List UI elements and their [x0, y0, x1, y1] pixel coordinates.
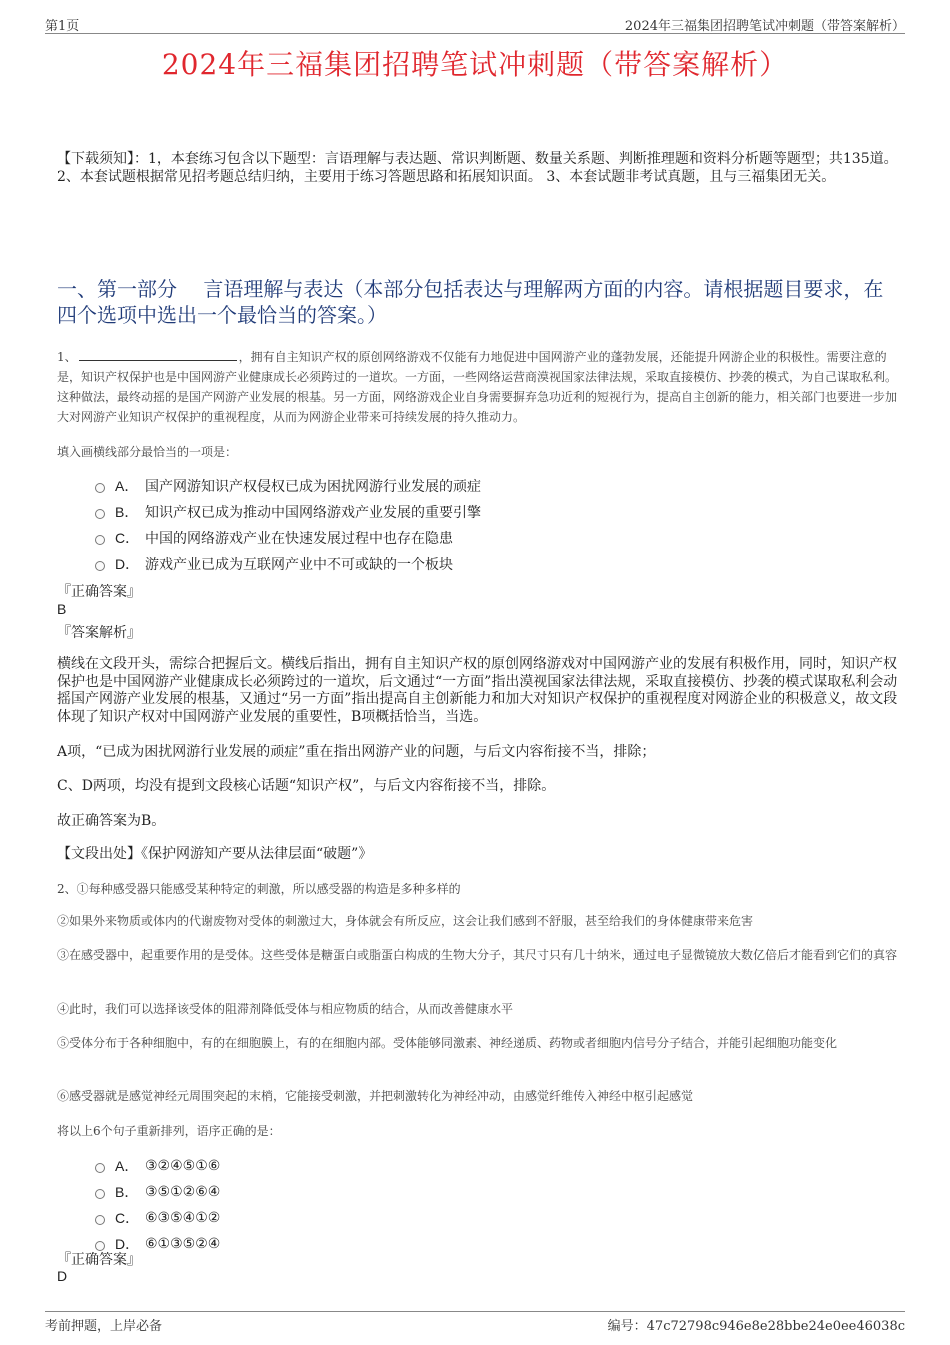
option-text: ③②④⑤①⑥ [145, 1158, 221, 1174]
q1-option-b[interactable] [95, 501, 481, 523]
q1-option-c[interactable] [95, 527, 453, 549]
option-letter: C． [115, 530, 140, 546]
option-letter: C． [115, 1210, 140, 1226]
option-text: ⑥③⑤④①② [145, 1210, 221, 1226]
option-letter: D． [115, 1236, 140, 1252]
option-text: ③⑤①②⑥④ [145, 1184, 221, 1200]
q1-analysis-paragraph: C、D两项，均没有提到文段核心话题“知识产权”，与后文内容衔接不当，排除。 [57, 778, 556, 794]
radio-icon[interactable] [95, 561, 105, 571]
question-1-stem [57, 347, 902, 427]
option-text: 国产网游知识产权侵权已成为困扰网游行业发展的顽症 [145, 479, 481, 495]
fill-blank [79, 350, 237, 361]
q2-sentence: ②如果外来物质或体内的代谢废物对受体的刺激过大，身体就会有所反应，这会让我们感到不舒服，甚至给我们的身体健康带来危害 [57, 914, 754, 928]
q2-sentence: ⑤受体分布于各种细胞中，有的在细胞膜上，有的在细胞内部。受体能够同激素、神经递质、药物或者细胞内信号分子结合，并能引起细胞功能变化 [57, 1036, 838, 1050]
q2-option-a[interactable] [95, 1155, 220, 1177]
q2-option-c[interactable] [95, 1207, 220, 1229]
question-1-number: 1、 [57, 350, 77, 364]
radio-icon[interactable] [95, 1189, 105, 1199]
q1-option-a[interactable] [95, 475, 481, 497]
q1-option-d[interactable] [95, 553, 453, 575]
q2-sentence: ⑥感受器就是感觉神经元周围突起的末梢，它能接受刺激，并把刺激转化为神经冲动，由感觉纤维传入神经中枢引起感觉 [57, 1089, 694, 1103]
radio-icon[interactable] [95, 1163, 105, 1173]
radio-icon[interactable] [95, 483, 105, 493]
q2-sentence: 2、①每种感受器只能感受某种特定的刺激，所以感受器的构造是多种多样的 [57, 882, 461, 896]
footer-rule [45, 1311, 905, 1312]
option-letter: B． [115, 1184, 139, 1200]
footer-slogan: 考前押题，上岸必备 [45, 1319, 163, 1334]
header-doc-title: 2024年三福集团招聘笔试冲刺题（带答案解析） [624, 19, 905, 34]
footer-doc-id: 编号：47c72798c946e8e28bbe24e0ee46038c [607, 1319, 905, 1334]
option-text: 游戏产业已成为互联网产业中不可或缺的一个板块 [145, 557, 453, 573]
page-title: 2024年三福集团招聘笔试冲刺题（带答案解析） [161, 48, 789, 81]
page-number: 第1页 [45, 19, 80, 34]
radio-icon[interactable] [95, 535, 105, 545]
q2-sentence: ④此时，我们可以选择该受体的阻滞剂降低受体与相应物质的结合，从而改善健康水平 [57, 1002, 514, 1016]
option-letter: A． [115, 1158, 139, 1174]
q1-analysis-label: 『答案解析』 [57, 625, 141, 641]
option-letter: A． [115, 478, 139, 494]
q2-prompt: 将以上6个句子重新排列，语序正确的是： [57, 1124, 281, 1138]
q2-answer-label: 『正确答案』 [57, 1252, 141, 1268]
q1-analysis-paragraph: 横线在文段开头，需综合把握后文。横线后指出，拥有自主知识产权的原创网络游戏对中国网游产业的发展有积极作用，同时，知识产权保护也是中国网游产业健康成长必须跨过的一道坎，后文通过“一方面”指出漠视国家法律法规，采取直接模仿、抄袭的模式谋取私利会动摇国产网游产业发展的根基，又通过“另一方面”指出提高自主创新能力和加大对知识产权保护的重视程度对网游企业的积极意义，故文段体现了知识产权对中国网游产业发展的重要性，B项概括恰当，当选。 [57, 656, 898, 725]
radio-icon[interactable] [95, 509, 105, 519]
option-text: 知识产权已成为推动中国网络游戏产业发展的重要引擎 [145, 505, 481, 521]
radio-icon[interactable] [95, 1215, 105, 1225]
download-notice: 【下载须知】：1，本套练习包含以下题型：言语理解与表达题、常识判断题、数量关系题、判断推理题和资料分析题等题型；共135道。 2、本套试题根据常见招考题总结归纳，主要用于练习答题思路和拓展知识面。 3、本套试题非考试真题，且与三福集团无关。 [57, 151, 898, 185]
question-1-text: ，拥有自主知识产权的原创网络游戏不仅能有力地促进中国网游产业的蓬勃发展，还能提升网游企业的积极性。需要注意的是，知识产权保护也是中国网游产业健康成长必须跨过的一道坎。一方面，一些网络运营商漠视国家法律法规，采取直接模仿、抄袭的模式，为自己谋取私利。这种做法，最终动摇的是国产网游产业发展的根基。另一方面，网络游戏企业自身需要摒弃急功近利的短视行为，提高自主创新的能力，相关部门也要进一步加大对网游产业知识产权保护的重视程度，从而为网游企业带来可持续发展的持久推动力。 [57, 350, 898, 424]
option-letter: B． [115, 504, 139, 520]
q1-source: 【文段出处】《保护网游知产要从法律层面“破题”》 [57, 846, 373, 862]
q2-answer: D [57, 1268, 68, 1284]
q1-answer: B [57, 601, 67, 617]
q1-analysis-paragraph: A项，“已成为困扰网游行业发展的顽症”重在指出网游产业的问题，与后文内容衔接不当，排除； [57, 744, 656, 760]
header-rule [45, 33, 905, 34]
option-text: 中国的网络游戏产业在快速发展过程中也存在隐患 [145, 531, 453, 547]
q1-answer-label: 『正确答案』 [57, 584, 141, 600]
q2-sentence: ③在感受器中，起重要作用的是受体。这些受体是糖蛋白或脂蛋白构成的生物大分子，其尺寸只有几十纳米，通过电子显微镜放大数亿倍后才能看到它们的真容 [57, 948, 898, 962]
q1-analysis-paragraph: 故正确答案为B。 [57, 813, 166, 829]
q2-option-b[interactable] [95, 1181, 220, 1203]
question-1-prompt: 填入画横线部分最恰当的一项是： [57, 445, 238, 459]
option-text: ⑥①③⑤②④ [145, 1236, 221, 1252]
option-letter: D． [115, 556, 140, 572]
section-heading: 一、第一部分 言语理解与表达（本部分包括表达与理解两方面的内容。请根据题目要求，在四个选项中选出一个最恰当的答案。） [57, 277, 884, 327]
